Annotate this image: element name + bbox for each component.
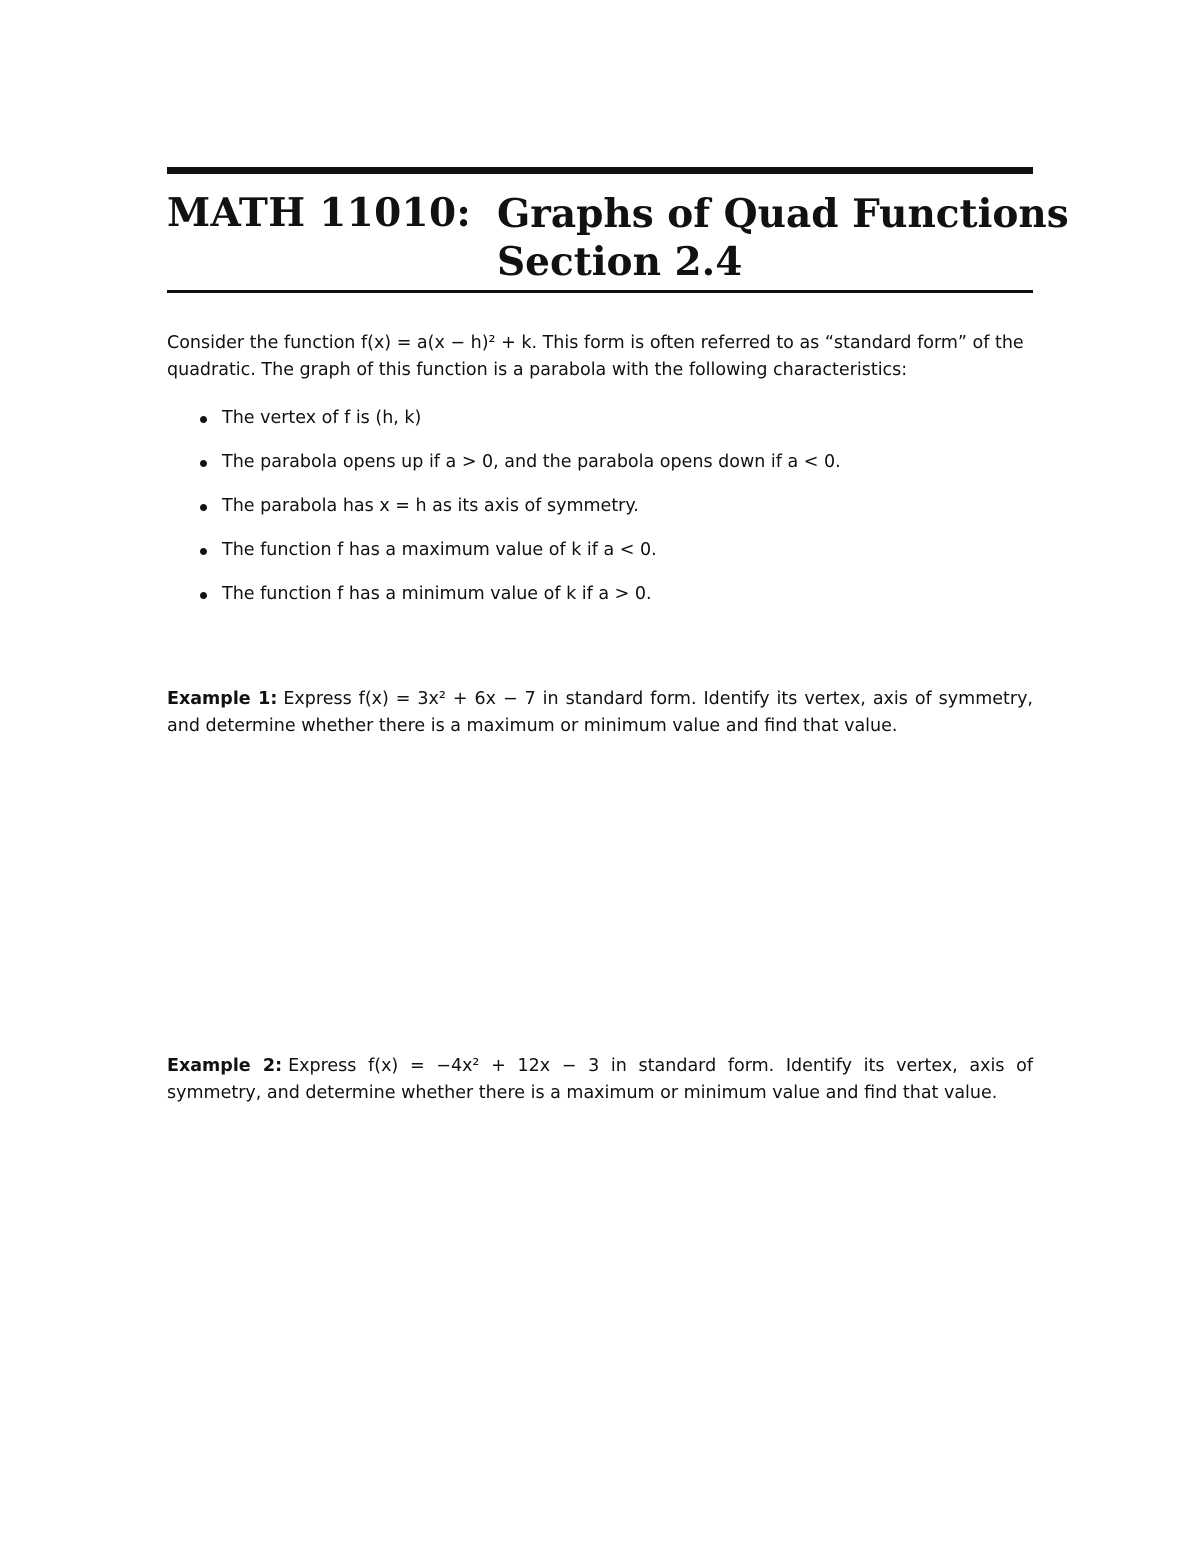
example-2 — [167, 1053, 1033, 1107]
list-item — [197, 537, 1033, 581]
bullet-icon — [200, 592, 207, 599]
bottom-rule — [167, 290, 1033, 293]
list-item-text: The vertex of f is (h, k) — [222, 408, 422, 428]
bullet-icon — [200, 416, 207, 423]
title-block — [497, 190, 1069, 286]
bullet-icon — [200, 460, 207, 467]
list-item — [197, 581, 1033, 625]
example-1 — [167, 686, 1033, 740]
example-1-text: Express f(x) = 3x² + 6x − 7 in standard form. Identify its vertex, axis of symmetry, and determine whether there is a maximum or minimum value and find that value. — [167, 689, 1033, 736]
list-item-text: The function f has a minimum value of k if a > 0. — [222, 584, 652, 604]
list-item-text: The parabola has x = h as its axis of symmetry. — [222, 496, 639, 516]
list-item-text: The function f has a maximum value of k if a < 0. — [222, 540, 657, 560]
example-2-label: Example 2: — [167, 1056, 283, 1076]
characteristics-list — [197, 405, 1033, 625]
page-title: Graphs of Quad Functions — [497, 191, 1069, 237]
bullet-icon — [200, 504, 207, 511]
course-code: MATH 11010: — [167, 190, 472, 236]
section-number: Section 2.4 — [497, 239, 743, 285]
list-item-text: The parabola opens up if a > 0, and the parabola opens down if a < 0. — [222, 452, 841, 472]
example-2-text: Express f(x) = −4x² + 12x − 3 in standard form. Identify its vertex, axis of symmetry, and determine whether there is a maximum or minimum value and find that value. — [167, 1056, 1033, 1103]
bullet-icon — [200, 548, 207, 555]
intro-paragraph: Consider the function f(x) = a(x − h)² + k. This form is often referred to as “standard form” of the quadratic. The graph of this function is a parabola with the following characteristics: — [167, 333, 1024, 380]
list-item — [197, 405, 1033, 449]
example-1-label: Example 1: — [167, 689, 278, 709]
list-item — [197, 449, 1033, 493]
list-item — [197, 493, 1033, 537]
top-rule — [167, 167, 1033, 174]
